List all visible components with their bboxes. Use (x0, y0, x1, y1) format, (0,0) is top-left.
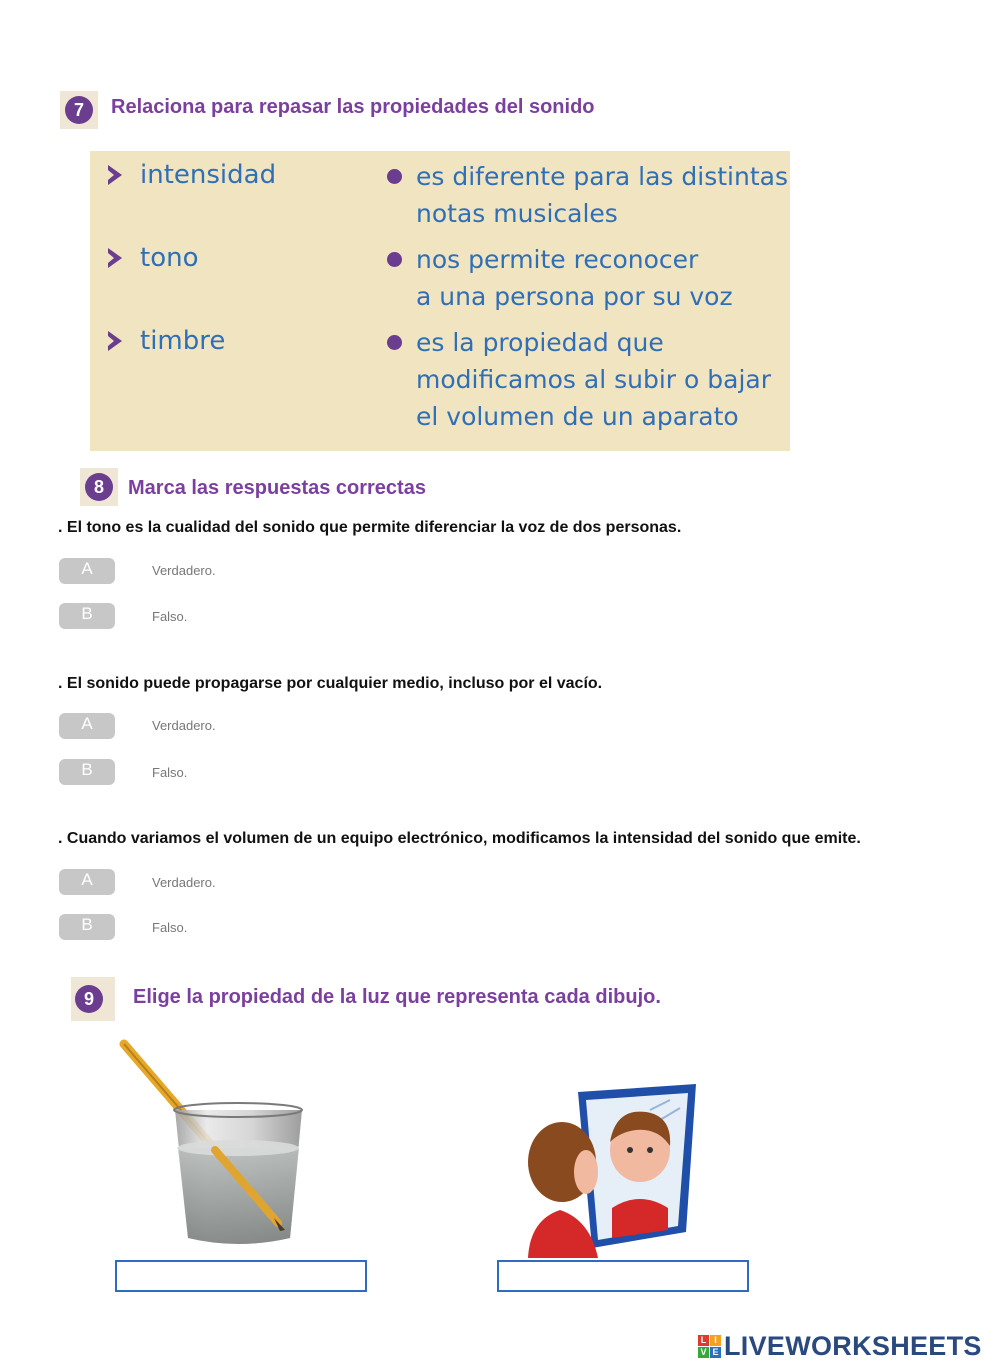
logo-letter: I (710, 1335, 721, 1346)
brand-name: LIVEWORKSHEETS (724, 1330, 982, 1361)
definition-line: nos permite reconocer (416, 245, 699, 274)
definition-3[interactable] (416, 324, 771, 435)
logo-letter: V (698, 1347, 709, 1358)
option-a-button[interactable]: A (59, 713, 115, 739)
glass-pencil-image (110, 1038, 320, 1253)
section-7-badge (60, 91, 98, 129)
definition-line: el volumen de un aparato (416, 402, 739, 431)
logo-letter: L (698, 1335, 709, 1346)
term-intensidad[interactable] (140, 160, 276, 190)
option-b-button[interactable]: B (59, 603, 115, 629)
definition-1[interactable] (416, 158, 788, 232)
boy-mirror-image (520, 1080, 700, 1258)
section-8-number: 8 (85, 473, 113, 501)
question-1: . El tono es la cualidad del sonido que permite diferenciar la voz de dos personas. (58, 519, 682, 536)
answer-input-1[interactable] (115, 1260, 367, 1292)
liveworksheets-logo (698, 1331, 982, 1361)
section-9-badge (71, 977, 115, 1021)
option-b-label: Falso. (152, 609, 188, 624)
option-a-label: Verdadero. (152, 875, 216, 890)
section-9-title: Elige la propiedad de la luz que representa cada dibujo. (133, 986, 661, 1008)
definition-line: es la propiedad que (416, 328, 664, 357)
section-9-number: 9 (75, 985, 103, 1013)
option-a-label: Verdadero. (152, 718, 216, 733)
definition-line: modificamos al subir o bajar (416, 365, 771, 394)
option-a-button[interactable]: A (59, 558, 115, 584)
question-3: . Cuando variamos el volumen de un equipo electrónico, modificamos la intensidad del sonido que emite. (58, 830, 861, 847)
section-7-title: Relaciona para repasar las propiedades del sonido (111, 96, 595, 118)
term-timbre[interactable] (140, 326, 225, 356)
definition-line: notas musicales (416, 199, 618, 228)
option-b-button[interactable]: B (59, 914, 115, 940)
definition-line: a una persona por su voz (416, 282, 733, 311)
option-b-button[interactable]: B (59, 759, 115, 785)
term-label: tono (140, 243, 199, 273)
bullet-dot-icon (387, 335, 402, 350)
term-label: timbre (140, 326, 226, 356)
chevron-right-icon (108, 165, 122, 185)
option-b-label: Falso. (152, 920, 188, 935)
term-tono[interactable] (140, 243, 199, 273)
bullet-dot-icon (387, 252, 402, 267)
answer-input-2[interactable] (497, 1260, 749, 1292)
option-a-button[interactable]: A (59, 869, 115, 895)
definition-2[interactable] (416, 241, 733, 315)
definition-line: es diferente para las distintas (416, 162, 788, 191)
option-b-label: Falso. (152, 765, 188, 780)
logo-grid-icon (698, 1335, 721, 1358)
bullet-dot-icon (387, 169, 402, 184)
term-label: intensidad (140, 160, 277, 190)
logo-letter: E (710, 1347, 721, 1358)
chevron-right-icon (108, 331, 122, 351)
section-8-title: Marca las respuestas correctas (128, 477, 426, 499)
option-a-label: Verdadero. (152, 563, 216, 578)
section-8-badge (80, 468, 118, 506)
question-2: . El sonido puede propagarse por cualquier medio, incluso por el vacío. (58, 675, 603, 692)
chevron-right-icon (108, 248, 122, 268)
section-7-number: 7 (65, 96, 93, 124)
